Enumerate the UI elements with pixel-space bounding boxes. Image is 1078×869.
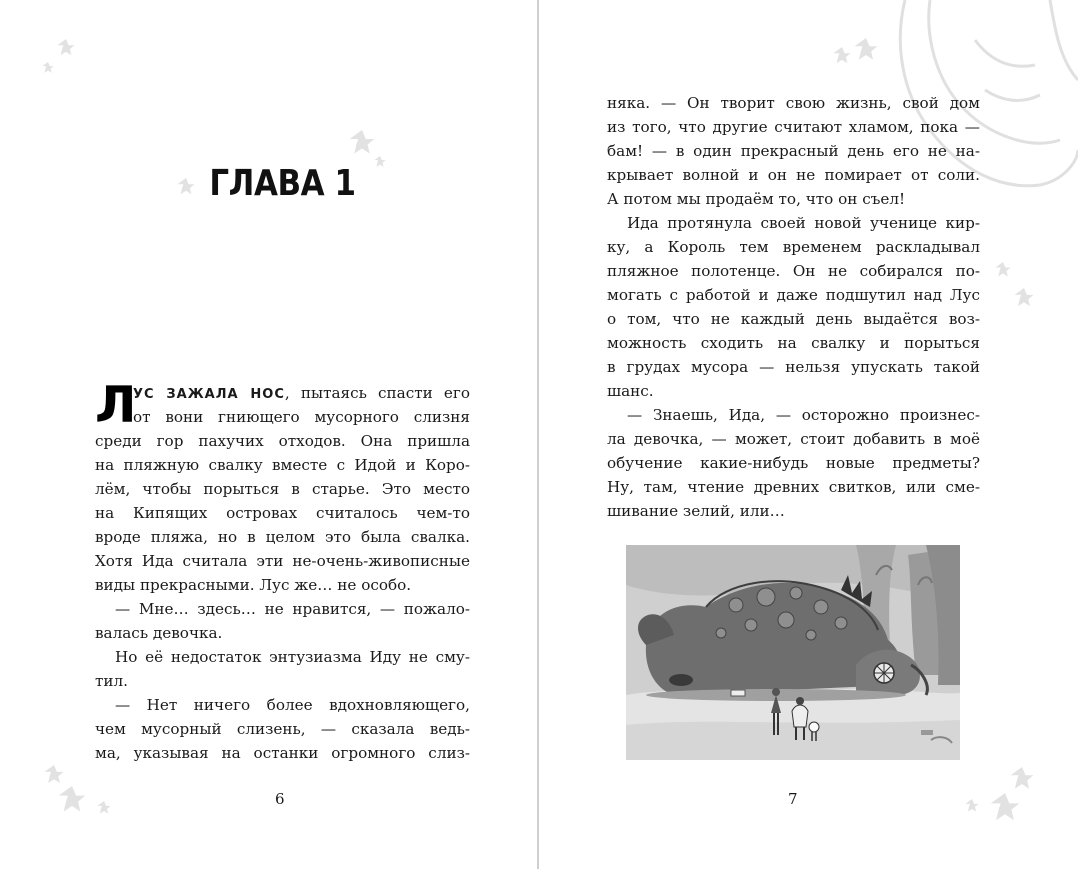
text-line: на пляжную свалку вместе с Идой и Коро- (95, 456, 470, 474)
text-line: лём, чтобы порыться в старье. Это место (95, 480, 470, 498)
text-line: Но её недостаток энтузиазма Иду не сму- (115, 648, 470, 666)
text-line: — Мне… здесь… не нравится, — пожало- (115, 600, 470, 618)
text-line: — Нет ничего более вдохновляющего, (115, 696, 470, 714)
text-line: няка. — Он творит свою жизнь, свой дом (607, 94, 980, 112)
text-line: крывает волной и он не помирает от соли. (607, 166, 980, 184)
page-number: 7 (788, 790, 798, 808)
text-line: обучение какие-нибудь новые предметы? (607, 454, 980, 472)
text-line: Ну, там, чтение древних свитков, или сме- (607, 478, 980, 496)
text-line: ма, указывая на останки огромного слиз- (95, 744, 470, 762)
right-page-text (607, 91, 980, 523)
text-line: шанс. (607, 382, 654, 400)
left-page-text (95, 376, 470, 765)
left-page (0, 0, 538, 869)
text-line: в грудах мусора — нельзя упускать такой (607, 358, 980, 376)
text-line: виды прекрасными. Лус же… не особо. (95, 576, 412, 594)
text-line: на Кипящих островах считалось чем-то (95, 504, 470, 522)
chapter-title: ГЛАВА 1 (209, 163, 356, 204)
text-line: Хотя Ида считала эти не-очень-живописные (95, 552, 470, 570)
text-line: пляжное полотенце. Он не собирался по- (607, 262, 980, 280)
text-fragment: , пытаясь спасти его (284, 384, 470, 402)
text-line: среди гор пахучих отходов. Она пришла (95, 432, 470, 450)
drop-cap: Л (95, 376, 137, 434)
text-line: шивание зелий, или… (607, 502, 785, 520)
illustration (626, 545, 960, 760)
text-line: о том, что не каждый день выдаётся воз- (607, 310, 980, 328)
illustration-drawing (626, 545, 960, 760)
text-line: вроде пляжа, но в целом это была свалка. (95, 528, 470, 546)
text-line: можность сходить на свалку и порыться (607, 334, 980, 352)
text-line: из того, что другие считают хламом, пока — (607, 118, 980, 136)
text-line: ку, а Король тем временем раскладывал (607, 238, 980, 256)
text-line: могать с работой и даже подшутил над Лус (607, 286, 980, 304)
text-line: валась девочка. (95, 624, 223, 642)
text-line: Ида протянула своей новой ученице кир- (627, 214, 980, 232)
text-line: чем мусорный слизень, — сказала ведь- (95, 720, 470, 738)
lead-in-caps: УС ЗАЖАЛА НОС (133, 387, 285, 402)
text-line: от вони гниющего мусорного слизня (133, 408, 470, 426)
text-line: бам! — в один прекрасный день его не на- (607, 142, 980, 160)
text-line: А потом мы продаём то, что он съел! (607, 190, 906, 208)
text-line: тил. (95, 672, 129, 690)
text-line: — Знаешь, Ида, — осторожно произнес- (627, 406, 980, 424)
right-page (539, 0, 1078, 869)
page-number: 6 (275, 790, 285, 808)
text-line: ла девочка, — может, стоит добавить в моё (607, 430, 980, 448)
